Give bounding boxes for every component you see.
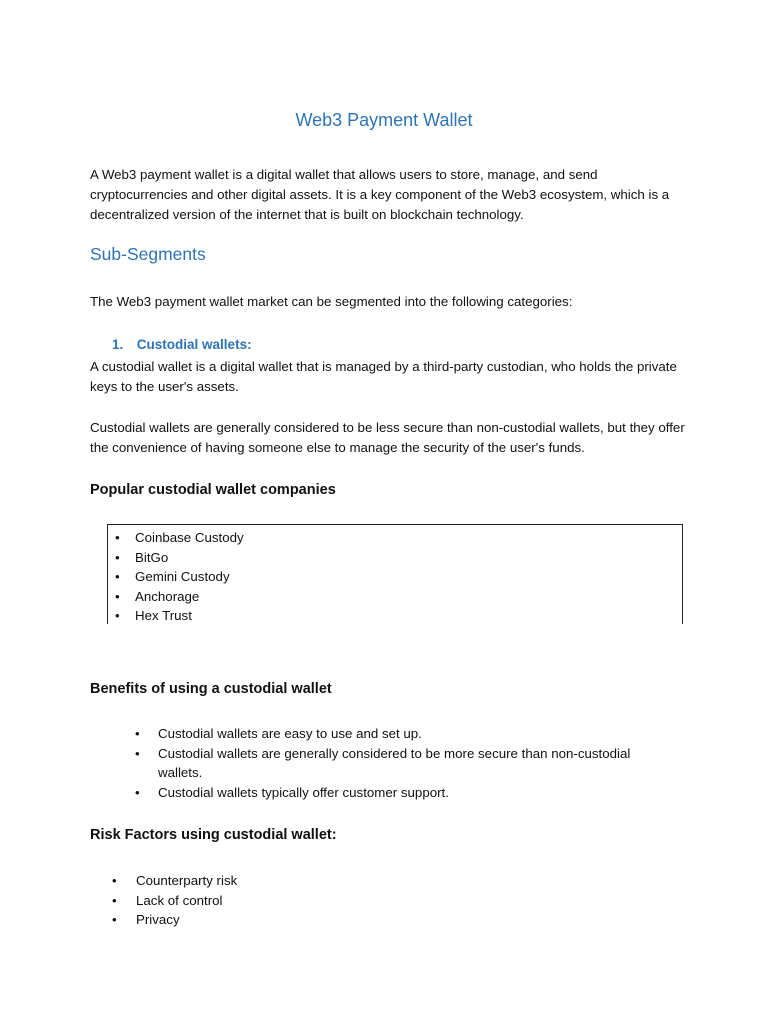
list-item: [135, 724, 665, 744]
benefits-list: [135, 724, 665, 802]
bullet-icon: •: [115, 608, 120, 624]
companies-heading: Popular custodial wallet companies: [90, 482, 336, 498]
company-name: Gemini Custody: [135, 569, 230, 585]
risk-text: Privacy: [136, 912, 180, 928]
subsegments-intro: The Web3 payment wallet market can be segmented into the following categories:: [90, 294, 573, 309]
companies-box: [107, 524, 683, 624]
benefit-text: Custodial wallets typically offer customer support.: [158, 784, 449, 800]
intro-paragraph: A Web3 payment wallet is a digital wallet that allows users to store, manage, and send cryptocurrencies and other digital assets. It is a key component of the Web3 ecosystem, which is a decentralized version of the internet that is built on blockchain technology.: [90, 167, 670, 222]
bullet-icon: •: [112, 892, 117, 908]
company-name: Anchorage: [135, 588, 200, 604]
risk-text: Counterparty risk: [136, 873, 238, 888]
custodial-number: 1.: [112, 337, 124, 352]
list-item: [112, 871, 512, 891]
list-item: [112, 910, 512, 930]
list-item: [108, 528, 244, 548]
bullet-icon: •: [115, 549, 120, 565]
bullet-icon: •: [115, 530, 120, 545]
benefit-text: Custodial wallets are easy to use and set up.: [158, 726, 422, 741]
bullet-icon: •: [115, 569, 120, 585]
list-item: [108, 567, 244, 587]
list-item: [135, 744, 665, 783]
custodial-description: A custodial wallet is a digital wallet that is managed by a third-party custodian, who holds the private keys to the user's assets.: [90, 359, 677, 394]
bullet-icon: •: [135, 726, 140, 741]
bullet-icon: •: [115, 588, 120, 604]
bullet-icon: •: [135, 784, 140, 800]
bullet-icon: •: [112, 912, 117, 928]
companies-list: [108, 528, 244, 624]
risks-list: [112, 871, 512, 930]
bullet-icon: •: [135, 745, 140, 761]
list-item: [135, 783, 665, 803]
benefit-text: Custodial wallets are generally considered to be more secure than non-custodial wallets.: [158, 745, 631, 781]
benefits-heading: Benefits of using a custodial wallet: [90, 681, 332, 697]
custodial-heading: [112, 337, 252, 352]
bullet-icon: •: [112, 873, 117, 888]
company-name: Hex Trust: [135, 608, 192, 624]
risk-text: Lack of control: [136, 892, 223, 908]
subsegments-heading: Sub-Segments: [90, 244, 206, 264]
list-item: [108, 606, 244, 624]
page-title: Web3 Payment Wallet: [295, 110, 473, 130]
company-name: Coinbase Custody: [135, 530, 244, 545]
list-item: [108, 548, 244, 568]
custodial-heading-text: Custodial wallets:: [136, 337, 252, 352]
risks-heading: Risk Factors using custodial wallet:: [90, 827, 337, 843]
custodial-security-note: Custodial wallets are generally considered to be less secure than non-custodial wallets, but they offer the convenience of having someone else to manage the security of the user's funds.: [90, 420, 685, 455]
company-name: BitGo: [135, 549, 169, 565]
list-item: [112, 891, 512, 911]
list-item: [108, 587, 244, 607]
